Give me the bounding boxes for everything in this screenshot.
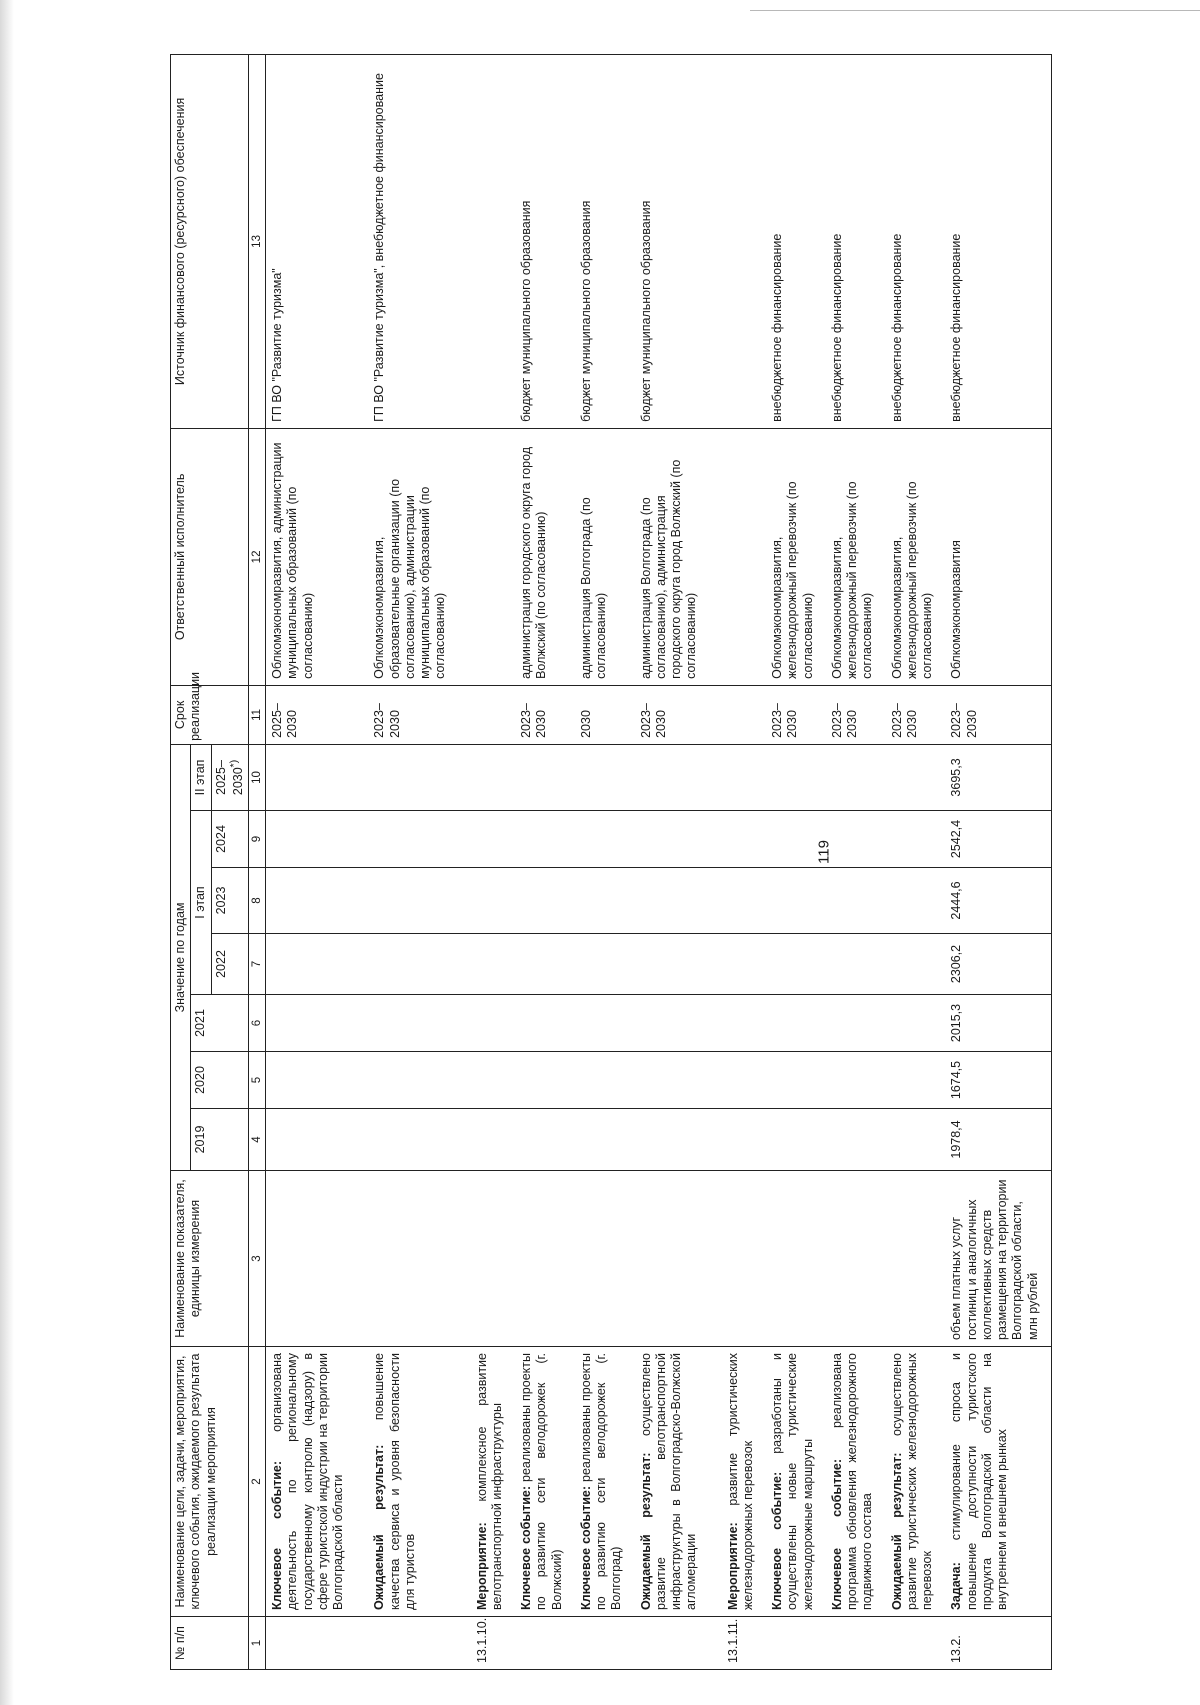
row-value <box>766 995 826 1052</box>
header-year-2022: 2022 <box>211 934 249 995</box>
row-description <box>515 1347 575 1617</box>
row-value <box>766 868 826 934</box>
header-year-2023: 2023 <box>211 868 249 934</box>
row-text: реализована программа обновления железнодорожного подвижного состава <box>829 1353 875 1610</box>
row-num <box>266 1617 357 1670</box>
row-text: организована деятельность по региональному государственному контролю (надзору) в сфере туристской индустрии на территории Волгоградской области <box>270 1353 346 1610</box>
plan-table <box>170 54 1052 1670</box>
row-value <box>886 1109 946 1171</box>
row-num <box>575 1617 635 1670</box>
row-executor <box>710 428 767 685</box>
row-source: бюджет муниципального образования <box>575 54 635 428</box>
table-row <box>766 54 826 1669</box>
row-value <box>575 868 635 934</box>
row-value <box>635 934 710 995</box>
row-value <box>356 868 458 934</box>
row-value <box>356 744 458 810</box>
table-body <box>266 54 1052 1669</box>
row-value <box>575 995 635 1052</box>
table-row <box>635 54 710 1669</box>
row-label: Ключевое событие: <box>519 1486 534 1610</box>
row-value <box>266 995 357 1052</box>
row-text: стимулирование спроса и повышение доступности туристского продукта Волгоградской области на внутреннем и внешнем рынках <box>949 1353 1010 1610</box>
row-source: внебюджетное финансирование <box>766 54 826 428</box>
value-2022: 2306,2 <box>945 934 1051 995</box>
row-num <box>886 1617 946 1670</box>
row-text: повышение качества сервиса и уровня безопасности для туристов <box>372 1353 417 1610</box>
row-value <box>886 811 946 868</box>
row-description <box>459 1347 516 1617</box>
row-indicator: объем платных услуг гостиниц и аналогичных коллективных средств размещения на территории Волгоградской области, млн рублей <box>945 1171 1051 1347</box>
row-value <box>459 1109 516 1171</box>
col-number: 12 <box>249 428 266 685</box>
row-value <box>266 1052 357 1109</box>
col-number: 9 <box>249 811 266 868</box>
row-executor: Облкомэкономразвития <box>945 428 1051 685</box>
row-executor: администрация Волгограда (по согласованию), администрация городского округа город Волжский (по согласованию) <box>635 428 710 685</box>
row-executor: Облкомэкономразвития, железнодорожный перевозчик (по согласованию) <box>886 428 946 685</box>
header-indicator: Наименование показателя, единицы измерения <box>171 1171 249 1347</box>
row-source: внебюджетное финансирование <box>886 54 946 428</box>
header-values-by-year: Значение по годам <box>171 744 191 1170</box>
row-value <box>766 934 826 995</box>
row-executor: Облкомэкономразвития, администрации муниципальных образований (по согласованию) <box>266 428 357 685</box>
row-value <box>766 1109 826 1171</box>
row-label: Мероприятие: <box>474 1522 489 1610</box>
row-num <box>766 1617 826 1670</box>
value-2023: 2444,6 <box>945 868 1051 934</box>
col-number: 8 <box>249 868 266 934</box>
row-term: 2023–2030 <box>635 685 710 744</box>
row-value <box>515 1109 575 1171</box>
row-text: разработаны и осуществлены новые туристические железнодорожные маршруты <box>770 1353 815 1610</box>
row-value <box>826 995 886 1052</box>
row-value <box>575 811 635 868</box>
col-number: 6 <box>249 995 266 1052</box>
header-year-2021: 2021 <box>191 995 249 1052</box>
col-number: 10 <box>249 744 266 810</box>
header-stage-1: I этап <box>191 811 211 995</box>
row-value <box>826 1052 886 1109</box>
row-indicator <box>459 1171 516 1347</box>
row-term: 2023–2030 <box>766 685 826 744</box>
row-source: ГП ВО "Развитие туризма" <box>266 54 357 428</box>
row-value <box>886 868 946 934</box>
row-value <box>515 868 575 934</box>
row-value <box>515 1052 575 1109</box>
row-indicator <box>766 1171 826 1347</box>
row-term: 2030 <box>575 685 635 744</box>
row-num: 13.2. <box>945 1617 1051 1670</box>
row-text: развитие туристических железнодорожных перевозок <box>725 1353 755 1610</box>
rotated-page-content <box>170 55 1155 1670</box>
page-number: 119 <box>815 840 833 864</box>
row-value <box>459 1052 516 1109</box>
footnote-mark: *) <box>228 759 240 768</box>
row-num <box>635 1617 710 1670</box>
col-number: 13 <box>249 54 266 428</box>
row-value <box>515 995 575 1052</box>
row-value <box>356 811 458 868</box>
row-num <box>515 1617 575 1670</box>
row-value <box>886 995 946 1052</box>
row-num <box>826 1617 886 1670</box>
col-number: 11 <box>249 685 266 744</box>
row-text: комплексное развитие велотранспортной инфраструктуры <box>474 1353 504 1610</box>
row-value <box>459 995 516 1052</box>
row-description <box>635 1347 710 1617</box>
row-value <box>710 1109 767 1171</box>
header-year-2019: 2019 <box>191 1109 249 1171</box>
row-value <box>266 744 357 810</box>
table-row <box>356 54 458 1669</box>
column-number-row <box>249 54 266 1669</box>
row-description <box>766 1347 826 1617</box>
row-value <box>766 744 826 810</box>
row-num: 13.1.11. <box>710 1617 767 1670</box>
row-executor: администрация Волгограда (по согласованию) <box>575 428 635 685</box>
row-value <box>826 934 886 995</box>
table-row <box>826 54 886 1669</box>
row-num: 13.1.10. <box>459 1617 516 1670</box>
row-text: реализованы проекты по развитию сети велодорожек (г. Волжский) <box>519 1353 564 1610</box>
header-executor: Ответственный исполнитель <box>171 428 249 685</box>
row-value <box>826 811 886 868</box>
row-source: внебюджетное финансирование <box>945 54 1051 428</box>
row-label: Ожидаемый результат: <box>638 1452 653 1610</box>
col-number: 5 <box>249 1052 266 1109</box>
row-description <box>356 1347 458 1617</box>
row-value <box>575 1109 635 1171</box>
row-value <box>266 934 357 995</box>
row-label: Ключевое событие: <box>829 1459 844 1610</box>
row-term <box>710 685 767 744</box>
row-value <box>266 1109 357 1171</box>
row-term: 2023–2030 <box>515 685 575 744</box>
row-description <box>945 1347 1051 1617</box>
row-value <box>710 934 767 995</box>
value-2020: 1674,5 <box>945 1052 1051 1109</box>
table-row <box>266 54 357 1669</box>
row-value <box>710 868 767 934</box>
row-indicator <box>266 1171 357 1347</box>
row-source: бюджет муниципального образования <box>635 54 710 428</box>
row-indicator <box>356 1171 458 1347</box>
row-source: внебюджетное финансирование <box>826 54 886 428</box>
table-header <box>171 54 266 1669</box>
row-term <box>459 685 516 744</box>
col-number: 7 <box>249 934 266 995</box>
header-year-2025-2030: 2025–2030*) <box>211 744 249 810</box>
row-value <box>710 811 767 868</box>
col-number: 2 <box>249 1347 266 1617</box>
row-value <box>766 1052 826 1109</box>
row-executor: администрация городского округа город Волжский (по согласованию) <box>515 428 575 685</box>
row-description <box>886 1347 946 1617</box>
row-value <box>826 744 886 810</box>
table-row <box>710 54 767 1669</box>
row-value <box>886 744 946 810</box>
col-number: 3 <box>249 1171 266 1347</box>
header-num: № п/п <box>171 1617 249 1670</box>
row-text: реализованы проекты по развитию сети велодорожек (г. Волгоград) <box>578 1353 624 1610</box>
header-year-2024: 2024 <box>211 811 249 868</box>
row-indicator <box>575 1171 635 1347</box>
row-value <box>635 995 710 1052</box>
row-value <box>459 744 516 810</box>
row-indicator <box>515 1171 575 1347</box>
row-term: 2023–2030 <box>356 685 458 744</box>
col-number: 4 <box>249 1109 266 1171</box>
row-value <box>635 744 710 810</box>
row-term: 2023–2030 <box>886 685 946 744</box>
row-value <box>826 868 886 934</box>
value-2019: 1978,4 <box>945 1109 1051 1171</box>
row-indicator <box>710 1171 767 1347</box>
table-row <box>515 54 575 1669</box>
row-label: Ожидаемый результат: <box>372 1444 387 1610</box>
row-source: бюджет муниципального образования <box>515 54 575 428</box>
value-2021: 2015,3 <box>945 995 1051 1052</box>
row-description <box>266 1347 357 1617</box>
row-indicator <box>886 1171 946 1347</box>
row-label: Ключевое событие: <box>270 1460 285 1610</box>
row-value <box>710 744 767 810</box>
row-value <box>266 811 357 868</box>
row-executor <box>459 428 516 685</box>
row-value <box>710 995 767 1052</box>
row-value <box>459 868 516 934</box>
row-executor: Облкомэкономразвития, железнодорожный перевозчик (по согласованию) <box>766 428 826 685</box>
scan-edge-shadow <box>0 0 14 1705</box>
row-value <box>515 811 575 868</box>
row-value <box>356 995 458 1052</box>
row-label: Задача: <box>949 1562 964 1610</box>
row-value <box>635 811 710 868</box>
value-2024: 2542,4 <box>945 811 1051 868</box>
task-row <box>945 54 1051 1669</box>
row-value <box>515 934 575 995</box>
row-value <box>515 744 575 810</box>
row-text: осуществлено развитие туристических железнодорожных перевозок <box>889 1353 935 1610</box>
row-value <box>886 934 946 995</box>
row-label: Ожидаемый результат: <box>889 1452 904 1610</box>
row-label: Ключевое событие: <box>770 1471 785 1610</box>
col-number: 1 <box>249 1617 266 1670</box>
row-source <box>710 54 767 428</box>
row-source: ГП ВО "Развитие туризма", внебюджетное финансирование <box>356 54 458 428</box>
row-value <box>635 1109 710 1171</box>
row-executor: Облкомэкономразвития, образовательные организации (по согласованию), администрации муниципальных образований (по согласованию) <box>356 428 458 685</box>
header-stage-2: II этап <box>191 744 211 810</box>
row-value <box>635 1052 710 1109</box>
header-source: Источник финансового (ресурсного) обеспечения <box>171 54 249 428</box>
row-indicator <box>635 1171 710 1347</box>
row-value <box>356 1052 458 1109</box>
row-value <box>575 934 635 995</box>
row-term: 2023–2030 <box>826 685 886 744</box>
row-source <box>459 54 516 428</box>
row-value <box>575 744 635 810</box>
value-2025-2030: 3695,3 <box>945 744 1051 810</box>
row-description <box>710 1347 767 1617</box>
header-name: Наименование цели, задачи, мероприятия, ключевого события, ожидаемого результата реализации мероприятия <box>171 1347 249 1617</box>
row-label: Мероприятие: <box>725 1522 740 1610</box>
row-value <box>266 868 357 934</box>
table-row <box>459 54 516 1669</box>
row-indicator <box>826 1171 886 1347</box>
row-value <box>459 811 516 868</box>
header-term: Срок реализации <box>171 685 249 744</box>
row-value <box>356 1109 458 1171</box>
row-term: 2025–2030 <box>266 685 357 744</box>
table-row <box>575 54 635 1669</box>
row-value <box>886 1052 946 1109</box>
row-value <box>826 1109 886 1171</box>
row-label: Ключевое событие: <box>578 1486 593 1610</box>
header-year-2020: 2020 <box>191 1052 249 1109</box>
row-executor: Облкомэкономразвития, железнодорожный перевозчик (по согласованию) <box>826 428 886 685</box>
row-value <box>635 868 710 934</box>
row-value <box>459 934 516 995</box>
row-text: осуществлено развитие велотранспортной инфраструктуры в Волгоградско-Волжской агломерации <box>638 1353 699 1610</box>
row-value <box>766 811 826 868</box>
row-num <box>356 1617 458 1670</box>
row-value <box>575 1052 635 1109</box>
row-value <box>710 1052 767 1109</box>
scan-line <box>750 10 1200 11</box>
row-term: 2023–2030 <box>945 685 1051 744</box>
table-row <box>886 54 946 1669</box>
row-description <box>826 1347 886 1617</box>
row-value <box>356 934 458 995</box>
row-description <box>575 1347 635 1617</box>
